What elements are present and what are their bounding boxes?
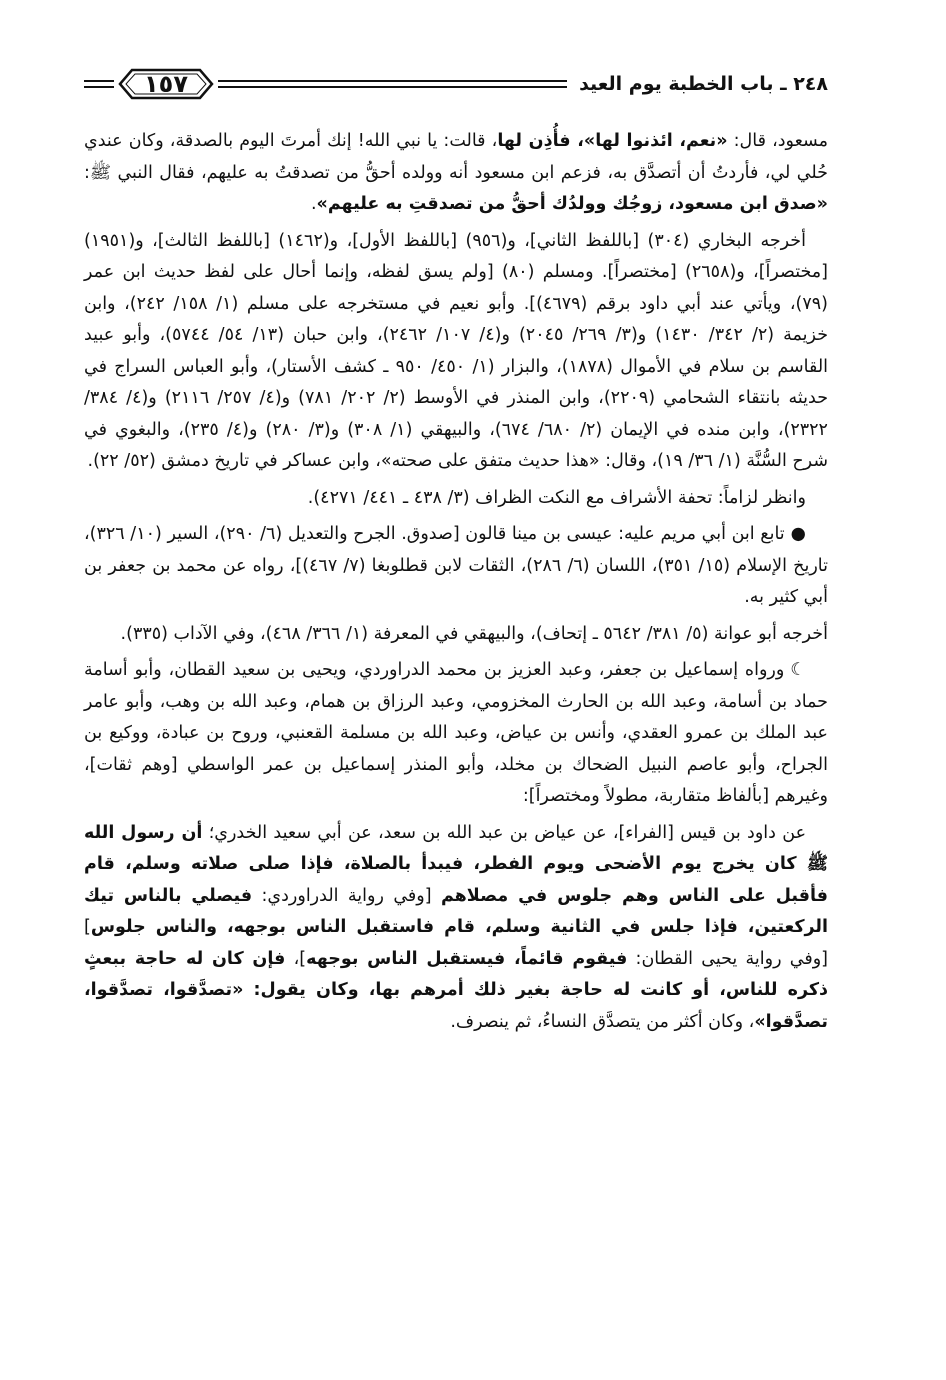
text-run: ، قالت: يا نبي الله! إنك أمرتَ اليوم بالصدقة، وكان عندي حُلي لي، فأردتُ أن أتصدَّق به، فزعم ابن مسعود أنه وولده أحقُّ من تصدقتُ به عليهم، فقال النبي ﷺ:: [84, 131, 828, 183]
text-run: ] [وفي رواية يحيى القطان:: [84, 917, 828, 969]
bold-quote: «صدق ابن مسعود، زوجُك وولدُك أحقُّ من تصدقتِ به عليهم»: [316, 194, 828, 214]
text-run: ]،: [285, 948, 307, 969]
text-run: [وفي رواية الدراوردي:: [252, 885, 441, 906]
bold-quote: «نعم، ائذنوا لها»، فأُذِن لها: [497, 131, 728, 151]
page-header: [84, 58, 828, 110]
text-run: ، وكان أكثر من يتصدَّق النساءُ، ثم ينصرف.: [450, 1011, 755, 1032]
page-body: [84, 126, 828, 1043]
header-rule: [218, 80, 567, 88]
paragraph-see-also: وانظر لزاماً: تحفة الأشراف مع النكت الظراف (٣/ ٤٣٨ ـ ٤٤١/ ٤٢٧١).: [307, 487, 806, 508]
bullet-icon: ●: [790, 524, 806, 544]
bold-quote: فإن كان له حاجة ببعثٍ ذكره للناس، أو كانت له حاجة بغير ذلك أمرهم بها، وكان يقول: «تصدَّقوا، تصدَّقوا، تصدَّقوا»: [84, 948, 828, 1032]
paragraph-mutaba: [84, 519, 828, 614]
text-run: مسعود، قال:: [727, 131, 828, 151]
page-number-ornament: [118, 64, 214, 104]
header-rule-tail: [84, 80, 114, 88]
bold-quote: فيقوم قائماً، فيستقبل الناس بوجهه: [306, 948, 628, 969]
paragraph-narrators: [84, 655, 828, 813]
text-run: .: [310, 194, 317, 214]
paragraph-hadith-text: [84, 818, 828, 1039]
text-run: عن داود بن قيس [الفراء]، عن عياض بن عبد الله بن سعد، عن أبي سعيد الخدري؛: [202, 822, 807, 843]
paragraph-abu-awana: أخرجه أبو عوانة (٥/ ٣٨١/ ٥٦٤٢ ـ إتحاف)، والبيهقي في المعرفة (١/ ٣٦٦/ ٤٦٨)، وفي الآداب (٣٣٥).: [120, 623, 828, 644]
paragraph-narrators-text: ورواه إسماعيل بن جعفر، وعبد العزيز بن محمد الدراوردي، ويحيى بن سعيد القطان، وأبو أسامة حماد بن أسامة، وعبد الله بن الحارث المخزومي، وعبد الرزاق بن همام، وعبد الله بن وهب، وأبو عامر عبد الملك بن عمرو العقدي، وأنس بن عياض، وعبد الله بن مسلمة القعنبي، وروح بن عبادة، ووكيع بن الجراح، وأبو عاصم النبيل الضحاك بن مخلد، وأبو المنذر إسماعيل بن عمر الواسطي [وهم ثقات]، وغيرهم [بألفاظ متقاربة، مطولاً ومختصراً]:: [84, 660, 828, 806]
paragraph-takhrij: أخرجه البخاري (٣٠٤) [باللفظ الثاني]، و(٩٥٦) [باللفظ الأول]، و(١٤٦٢) [باللفظ الثالث]، و(١٩٥١) [مختصراً]، و(٢٦٥٨) [مختصراً]. ومسلم (٨٠) [ولم يسق لفظه، وإنما أحال على لفظ حديث ابن عمر (٧٩)، ويأتي عند أبي داود برقم (٤٦٧٩)]. وأبو نعيم في مستخرجه على مسلم (١/ ١٥٨/ ٢٤٢)، وابن خزيمة (٢/ ٣٤٢/ ١٤٣٠) و(٣/ ٢٦٩/ ٢٠٤٥) و(٤/ ١٠٧/ ٢٤٦٢)، وابن حبان (١٣/ ٥٤/ ٥٧٤٤)، وأبو عبيد القاسم بن سلام في الأموال (١٨٧٨)، والبزار (١/ ٤٥٠/ ٩٥٠ ـ كشف الأستار)، وأبو العباس السراج في حديثه بانتقاء الشحامي (٢٢٠٩)، وابن المنذر في الأوسط (٢/ ٢٠٢/ ٧٨١) و(٤/ ٢٥٧/ ٢١١٦) و(٤/ ٣٨٤/ ٢٣٢٢)، وابن منده في الإيمان (٢/ ٦٨٠/ ٦٧٤)، والبيهقي (١/ ٣٠٨) و(٣/ ٢٨٠) و(٤/ ٢٣٥)، والبغوي في شرح السُّنَّة (١/ ٣٦/ ١٩)، وقال: «هذا حديث متفق على صحته»، وابن عساكر في تاريخ دمشق (٥٢/ ٢٢).: [84, 230, 829, 471]
paragraph-hadith-continuation: [84, 126, 828, 221]
bold-quote: أن رسول الله ﷺ كان يخرج يوم الأضحى ويوم الفطر، فيبدأ بالصلاة، فإذا صلى صلاته وسلم، قام فأقبل على الناس وهم جلوس في مصلاهم: [84, 822, 828, 906]
running-title: ٢٤٨ ـ باب الخطبة يوم العيد: [579, 73, 828, 95]
bold-quote: فيصلي بالناس تيك الركعتين، فإذا جلس في الثانية وسلم، قام فاستقبل الناس بوجهه، والناس جلوس: [84, 885, 828, 937]
paragraph-mutaba-text: تابع ابن أبي مريم عليه: عيسى بن مينا قالون [صدوق. الجرح والتعديل (٦/ ٢٩٠)، السير (١٠/ ٣٢٦)، تاريخ الإسلام (١٥/ ٣٥١)، اللسان (٦/ ٢٨٦)، الثقات لابن قطلوبغا (٧/ ٤٦٧)]، رواه عن محمد بن جعفر بن أبي كثير به.: [84, 524, 828, 607]
crescent-icon: ☾: [790, 660, 806, 680]
page-number: ١٥٧: [144, 70, 188, 98]
